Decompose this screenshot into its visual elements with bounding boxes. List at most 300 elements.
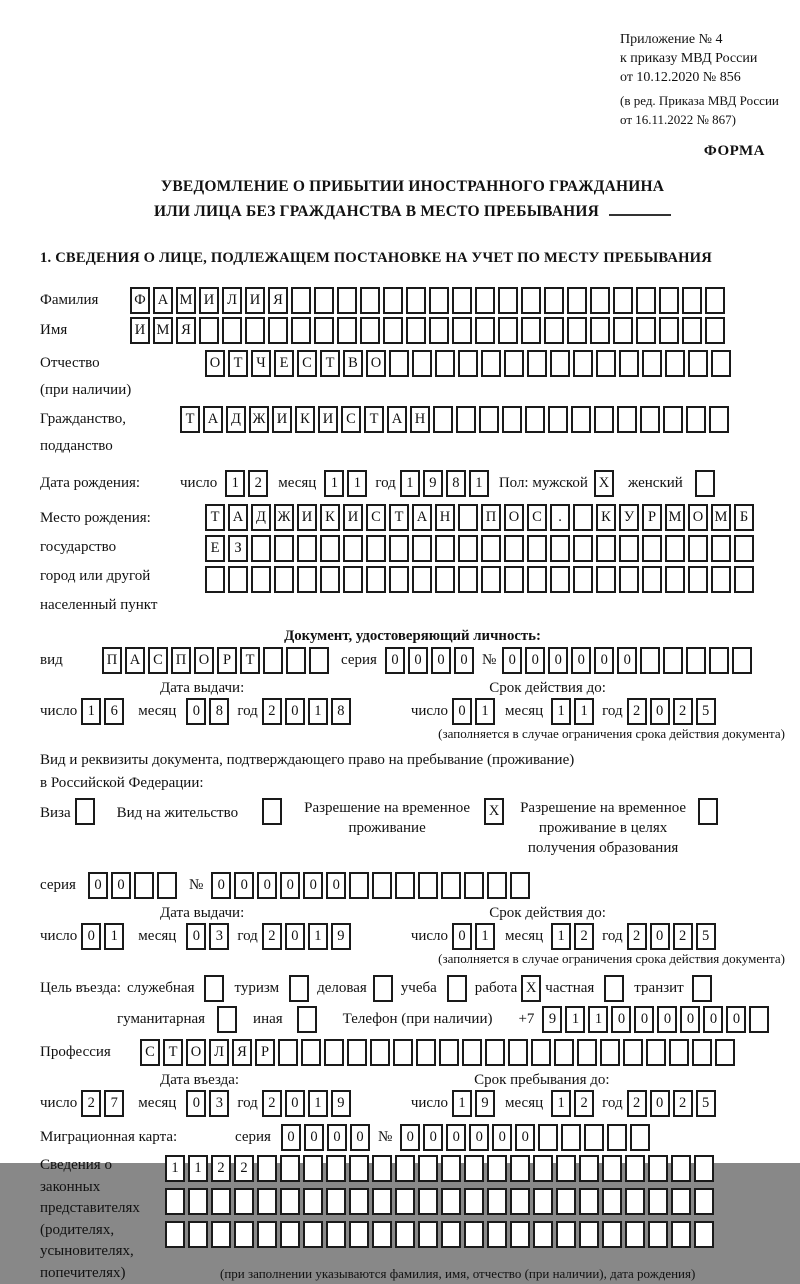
char-cell[interactable] [337,317,357,344]
char-cell[interactable] [682,317,702,344]
char-cell[interactable] [291,317,311,344]
char-cell[interactable]: Т [320,350,340,377]
char-cell[interactable] [188,1221,208,1248]
char-cell[interactable]: 0 [571,647,591,674]
char-cell[interactable]: 9 [331,1090,351,1117]
char-cell[interactable] [671,1155,691,1182]
char-cell[interactable]: О [205,350,225,377]
char-cell[interactable] [406,317,426,344]
char-cell[interactable]: Л [222,287,242,314]
char-cell[interactable]: 0 [211,872,231,899]
char-cell[interactable] [395,872,415,899]
char-cell[interactable]: 1 [475,698,495,725]
char-cell[interactable]: Р [255,1039,275,1066]
char-cell[interactable] [349,1188,369,1215]
edu-residence-permit-checkbox[interactable] [698,798,718,825]
char-cell[interactable] [694,1188,714,1215]
char-cell[interactable] [567,287,587,314]
char-cell[interactable]: 2 [262,698,282,725]
char-cell[interactable]: 2 [248,470,268,497]
char-cell[interactable] [665,350,685,377]
char-cell[interactable]: О [194,647,214,674]
char-cell[interactable] [274,535,294,562]
char-cell[interactable] [698,798,718,825]
char-cell[interactable]: 9 [331,923,351,950]
char-cell[interactable] [349,872,369,899]
purpose-humanitarian-checkbox[interactable] [217,1006,237,1033]
char-cell[interactable] [538,1124,558,1151]
char-cell[interactable] [663,647,683,674]
char-cell[interactable] [320,535,340,562]
char-cell[interactable] [280,1188,300,1215]
char-cell[interactable] [665,535,685,562]
char-cell[interactable] [406,287,426,314]
char-cell[interactable] [556,1155,576,1182]
char-cell[interactable] [464,872,484,899]
char-cell[interactable] [234,1188,254,1215]
char-cell[interactable] [412,535,432,562]
char-cell[interactable] [577,1039,597,1066]
char-cell[interactable]: 9 [475,1090,495,1117]
char-cell[interactable] [383,287,403,314]
char-cell[interactable]: 1 [588,1006,608,1033]
char-cell[interactable] [441,1155,461,1182]
char-cell[interactable] [393,1039,413,1066]
char-cell[interactable]: 0 [400,1124,420,1151]
char-cell[interactable]: 0 [234,872,254,899]
char-cell[interactable]: 1 [81,698,101,725]
char-cell[interactable]: 6 [104,698,124,725]
char-cell[interactable]: 0 [452,698,472,725]
char-cell[interactable]: 0 [469,1124,489,1151]
char-cell[interactable] [625,1221,645,1248]
char-cell[interactable] [544,287,564,314]
char-cell[interactable] [602,1155,622,1182]
char-cell[interactable] [429,317,449,344]
char-cell[interactable] [504,350,524,377]
char-cell[interactable]: 0 [515,1124,535,1151]
char-cell[interactable]: 5 [696,923,716,950]
char-cell[interactable] [435,535,455,562]
char-cell[interactable]: Ж [249,406,269,433]
char-cell[interactable] [291,287,311,314]
char-cell[interactable] [366,566,386,593]
char-cell[interactable]: К [295,406,315,433]
char-cell[interactable] [337,287,357,314]
char-cell[interactable]: А [203,406,223,433]
char-cell[interactable] [343,535,363,562]
purpose-work-checkbox[interactable] [521,975,541,1002]
char-cell[interactable] [418,1188,438,1215]
char-cell[interactable] [251,566,271,593]
char-cell[interactable]: 0 [431,647,451,674]
char-cell[interactable]: 2 [673,698,693,725]
char-cell[interactable] [619,566,639,593]
char-cell[interactable]: 0 [350,1124,370,1151]
char-cell[interactable]: И [297,504,317,531]
char-cell[interactable] [510,872,530,899]
char-cell[interactable]: 1 [308,923,328,950]
char-cell[interactable]: Т [163,1039,183,1066]
char-cell[interactable]: 1 [347,470,367,497]
char-cell[interactable]: 0 [452,923,472,950]
char-cell[interactable]: О [504,504,524,531]
char-cell[interactable] [274,566,294,593]
char-cell[interactable] [686,406,706,433]
char-cell[interactable] [584,1124,604,1151]
char-cell[interactable] [648,1155,668,1182]
purpose-study-checkbox[interactable] [447,975,467,1002]
char-cell[interactable]: 1 [188,1155,208,1182]
char-cell[interactable] [602,1221,622,1248]
char-cell[interactable] [573,504,593,531]
char-cell[interactable]: 1 [400,470,420,497]
char-cell[interactable] [479,406,499,433]
char-cell[interactable] [416,1039,436,1066]
char-cell[interactable] [320,566,340,593]
char-cell[interactable]: С [140,1039,160,1066]
char-cell[interactable] [435,350,455,377]
char-cell[interactable] [579,1155,599,1182]
char-cell[interactable] [527,350,547,377]
char-cell[interactable] [596,535,616,562]
char-cell[interactable]: М [665,504,685,531]
char-cell[interactable] [199,317,219,344]
char-cell[interactable] [481,566,501,593]
char-cell[interactable] [429,287,449,314]
char-cell[interactable] [619,535,639,562]
char-cell[interactable]: М [153,317,173,344]
char-cell[interactable]: 1 [308,1090,328,1117]
char-cell[interactable]: 5 [696,698,716,725]
char-cell[interactable] [257,1188,277,1215]
char-cell[interactable]: 2 [627,1090,647,1117]
char-cell[interactable] [602,1188,622,1215]
char-cell[interactable] [590,287,610,314]
char-cell[interactable] [573,350,593,377]
char-cell[interactable] [389,535,409,562]
char-cell[interactable] [640,406,660,433]
char-cell[interactable] [326,1221,346,1248]
char-cell[interactable] [642,350,662,377]
char-cell[interactable]: 3 [209,923,229,950]
char-cell[interactable] [571,406,591,433]
char-cell[interactable]: X [484,798,504,825]
char-cell[interactable] [326,1155,346,1182]
char-cell[interactable] [462,1039,482,1066]
char-cell[interactable] [263,647,283,674]
char-cell[interactable] [297,566,317,593]
char-cell[interactable] [642,566,662,593]
char-cell[interactable]: Я [268,287,288,314]
char-cell[interactable]: Т [180,406,200,433]
char-cell[interactable] [309,647,329,674]
char-cell[interactable]: Ч [251,350,271,377]
char-cell[interactable]: У [619,504,639,531]
char-cell[interactable]: 9 [423,470,443,497]
char-cell[interactable] [458,504,478,531]
char-cell[interactable]: 0 [281,1124,301,1151]
char-cell[interactable] [590,317,610,344]
char-cell[interactable] [659,317,679,344]
char-cell[interactable]: Л [209,1039,229,1066]
char-cell[interactable]: 0 [285,1090,305,1117]
char-cell[interactable]: А [228,504,248,531]
char-cell[interactable] [433,406,453,433]
char-cell[interactable] [441,1188,461,1215]
char-cell[interactable] [458,535,478,562]
char-cell[interactable] [286,647,306,674]
char-cell[interactable]: 7 [104,1090,124,1117]
char-cell[interactable] [458,350,478,377]
char-cell[interactable] [301,1039,321,1066]
char-cell[interactable] [671,1221,691,1248]
char-cell[interactable]: 1 [324,470,344,497]
char-cell[interactable] [617,406,637,433]
char-cell[interactable] [205,566,225,593]
char-cell[interactable] [418,1221,438,1248]
char-cell[interactable] [715,1039,735,1066]
char-cell[interactable] [682,287,702,314]
char-cell[interactable] [533,1155,553,1182]
char-cell[interactable] [648,1221,668,1248]
char-cell[interactable] [303,1221,323,1248]
char-cell[interactable] [692,1039,712,1066]
char-cell[interactable] [204,975,224,1002]
char-cell[interactable]: Д [226,406,246,433]
char-cell[interactable] [554,1039,574,1066]
char-cell[interactable] [648,1188,668,1215]
char-cell[interactable] [395,1221,415,1248]
char-cell[interactable] [297,1006,317,1033]
char-cell[interactable] [688,350,708,377]
char-cell[interactable] [579,1221,599,1248]
char-cell[interactable]: 0 [502,647,522,674]
purpose-official-checkbox[interactable] [204,975,224,1002]
char-cell[interactable]: Е [274,350,294,377]
char-cell[interactable] [533,1188,553,1215]
char-cell[interactable] [556,1188,576,1215]
char-cell[interactable]: 2 [262,923,282,950]
char-cell[interactable]: М [176,287,196,314]
char-cell[interactable] [613,287,633,314]
purpose-private-checkbox[interactable] [604,975,624,1002]
char-cell[interactable] [688,535,708,562]
char-cell[interactable]: И [245,287,265,314]
char-cell[interactable] [303,1188,323,1215]
char-cell[interactable] [303,1155,323,1182]
char-cell[interactable]: 0 [594,647,614,674]
char-cell[interactable] [487,872,507,899]
char-cell[interactable]: 0 [525,647,545,674]
char-cell[interactable] [485,1039,505,1066]
char-cell[interactable]: 0 [634,1006,654,1033]
char-cell[interactable]: П [481,504,501,531]
char-cell[interactable] [165,1188,185,1215]
char-cell[interactable] [636,287,656,314]
char-cell[interactable] [600,1039,620,1066]
char-cell[interactable]: Т [389,504,409,531]
char-cell[interactable] [211,1221,231,1248]
char-cell[interactable] [567,317,587,344]
char-cell[interactable] [372,1188,392,1215]
char-cell[interactable]: А [153,287,173,314]
char-cell[interactable] [464,1155,484,1182]
char-cell[interactable]: Р [217,647,237,674]
char-cell[interactable] [452,287,472,314]
char-cell[interactable]: С [148,647,168,674]
char-cell[interactable] [262,798,282,825]
char-cell[interactable] [464,1221,484,1248]
char-cell[interactable] [669,1039,689,1066]
char-cell[interactable] [692,975,712,1002]
char-cell[interactable]: Т [240,647,260,674]
char-cell[interactable]: Я [232,1039,252,1066]
char-cell[interactable] [343,566,363,593]
char-cell[interactable]: 0 [408,647,428,674]
char-cell[interactable] [441,1221,461,1248]
char-cell[interactable]: Е [205,535,225,562]
char-cell[interactable] [548,406,568,433]
char-cell[interactable] [550,566,570,593]
char-cell[interactable]: 0 [446,1124,466,1151]
char-cell[interactable] [550,350,570,377]
char-cell[interactable]: 0 [327,1124,347,1151]
char-cell[interactable] [671,1188,691,1215]
char-cell[interactable]: 1 [104,923,124,950]
char-cell[interactable]: 8 [446,470,466,497]
char-cell[interactable] [709,406,729,433]
char-cell[interactable] [217,1006,237,1033]
char-cell[interactable]: К [596,504,616,531]
char-cell[interactable] [659,287,679,314]
char-cell[interactable] [456,406,476,433]
char-cell[interactable]: И [318,406,338,433]
char-cell[interactable] [464,1188,484,1215]
char-cell[interactable]: 0 [657,1006,677,1033]
char-cell[interactable] [458,566,478,593]
char-cell[interactable] [709,647,729,674]
char-cell[interactable]: 9 [542,1006,562,1033]
char-cell[interactable] [498,287,518,314]
char-cell[interactable]: М [711,504,731,531]
char-cell[interactable]: Т [228,350,248,377]
char-cell[interactable] [211,1188,231,1215]
char-cell[interactable]: 0 [186,923,206,950]
char-cell[interactable] [75,798,95,825]
char-cell[interactable]: П [102,647,122,674]
char-cell[interactable]: 1 [565,1006,585,1033]
char-cell[interactable] [646,1039,666,1066]
char-cell[interactable] [556,1221,576,1248]
purpose-transit-checkbox[interactable] [692,975,712,1002]
char-cell[interactable]: 0 [650,923,670,950]
char-cell[interactable] [596,350,616,377]
char-cell[interactable] [412,566,432,593]
char-cell[interactable] [510,1221,530,1248]
char-cell[interactable] [251,535,271,562]
char-cell[interactable] [372,872,392,899]
char-cell[interactable] [372,1155,392,1182]
char-cell[interactable] [435,566,455,593]
char-cell[interactable]: 0 [186,1090,206,1117]
char-cell[interactable] [412,350,432,377]
char-cell[interactable]: С [527,504,547,531]
char-cell[interactable]: 1 [469,470,489,497]
char-cell[interactable] [188,1188,208,1215]
char-cell[interactable] [314,287,334,314]
char-cell[interactable]: Ф [130,287,150,314]
char-cell[interactable]: О [688,504,708,531]
char-cell[interactable]: 1 [551,1090,571,1117]
char-cell[interactable]: 2 [627,698,647,725]
char-cell[interactable]: 0 [88,872,108,899]
char-cell[interactable] [663,406,683,433]
residence-permit-checkbox[interactable] [262,798,282,825]
char-cell[interactable] [521,317,541,344]
sex-male-checkbox[interactable] [594,470,614,497]
char-cell[interactable] [395,1155,415,1182]
char-cell[interactable] [550,535,570,562]
char-cell[interactable] [686,647,706,674]
char-cell[interactable] [625,1155,645,1182]
char-cell[interactable] [695,470,715,497]
char-cell[interactable] [268,317,288,344]
char-cell[interactable]: 3 [209,1090,229,1117]
char-cell[interactable]: 0 [617,647,637,674]
char-cell[interactable] [573,566,593,593]
char-cell[interactable] [481,350,501,377]
char-cell[interactable] [579,1188,599,1215]
char-cell[interactable] [297,535,317,562]
char-cell[interactable]: 8 [331,698,351,725]
char-cell[interactable] [418,1155,438,1182]
char-cell[interactable] [527,535,547,562]
char-cell[interactable] [349,1155,369,1182]
char-cell[interactable]: 0 [186,698,206,725]
char-cell[interactable]: 0 [680,1006,700,1033]
char-cell[interactable]: 0 [454,647,474,674]
char-cell[interactable]: . [550,504,570,531]
char-cell[interactable] [487,1155,507,1182]
char-cell[interactable] [418,872,438,899]
char-cell[interactable] [694,1221,714,1248]
char-cell[interactable]: 0 [703,1006,723,1033]
char-cell[interactable]: Я [176,317,196,344]
char-cell[interactable]: 0 [650,698,670,725]
char-cell[interactable]: 1 [551,698,571,725]
char-cell[interactable] [452,317,472,344]
char-cell[interactable] [366,535,386,562]
char-cell[interactable] [481,535,501,562]
char-cell[interactable] [642,535,662,562]
char-cell[interactable] [222,317,242,344]
char-cell[interactable]: О [366,350,386,377]
char-cell[interactable] [280,1221,300,1248]
char-cell[interactable] [711,566,731,593]
char-cell[interactable]: С [366,504,386,531]
char-cell[interactable] [498,317,518,344]
char-cell[interactable] [314,317,334,344]
char-cell[interactable]: Ж [274,504,294,531]
char-cell[interactable] [441,872,461,899]
char-cell[interactable] [665,566,685,593]
char-cell[interactable]: 1 [308,698,328,725]
char-cell[interactable]: 2 [673,1090,693,1117]
char-cell[interactable]: Р [642,504,662,531]
char-cell[interactable]: Б [734,504,754,531]
char-cell[interactable] [389,566,409,593]
